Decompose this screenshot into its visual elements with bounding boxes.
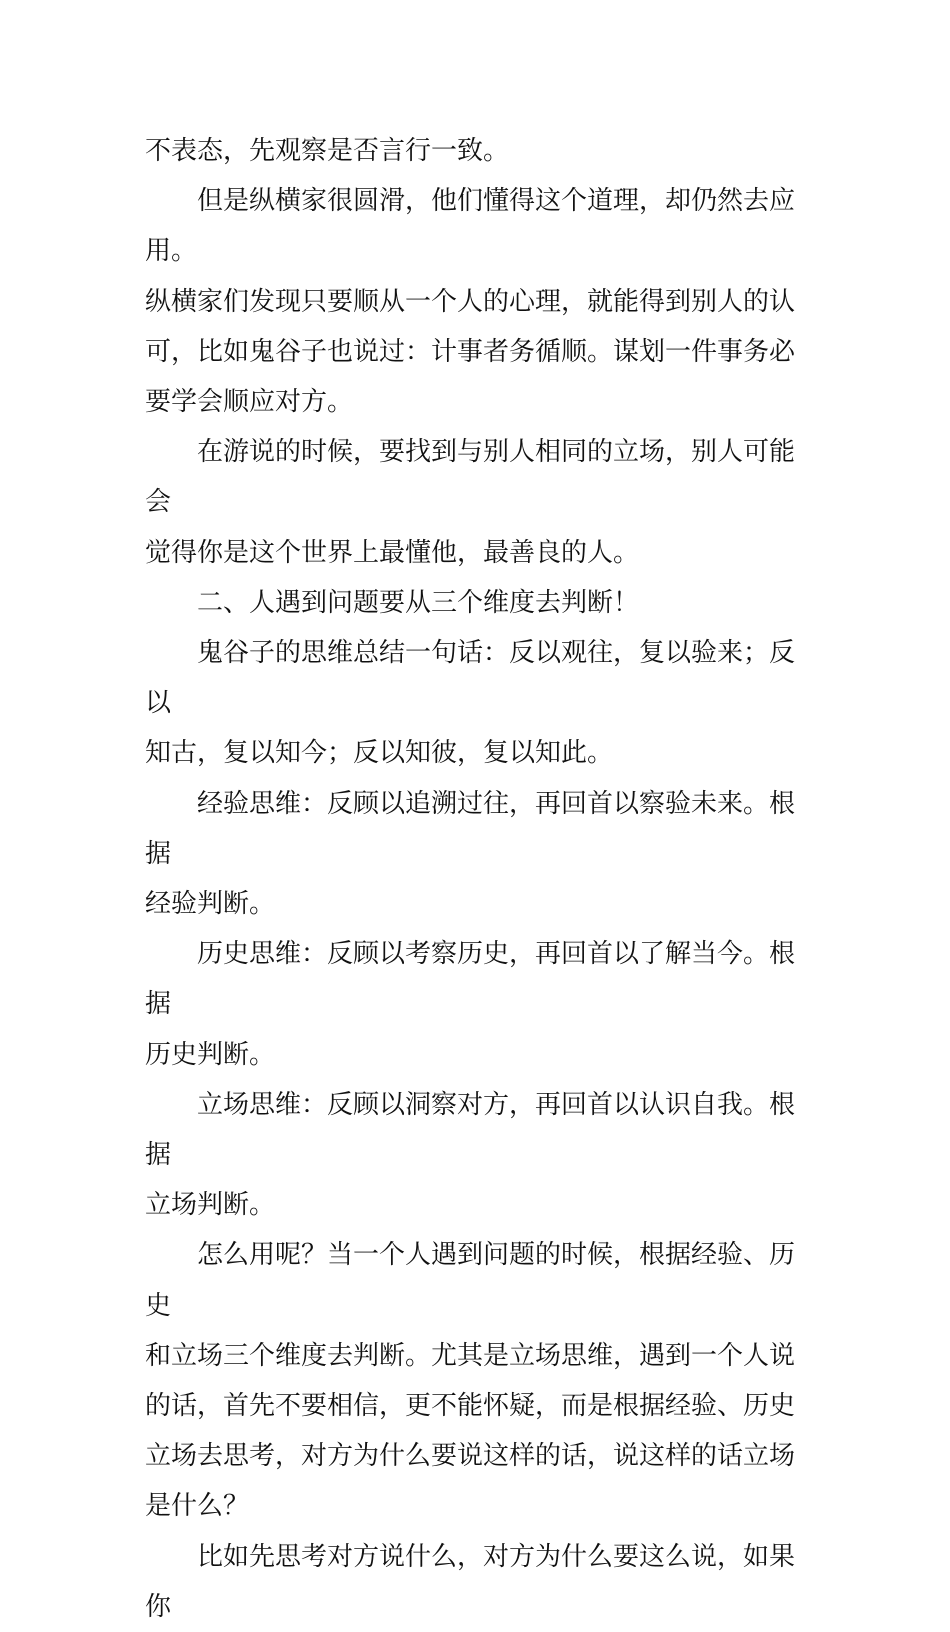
paragraph: 但是纵横家很圆滑，他们懂得这个道理，却仍然去应用。 纵横家们发现只要顺从一个人的心理，就能得到别人的认 可，比如鬼谷子也说过：计事者务循顺。谋划一件事务必 要学会顺应对方。 <box>145 186 796 418</box>
paragraph: 经验思维：反顾以追溯过往，再回首以察验未来。根据 经验判断。 <box>145 788 796 920</box>
paragraph: 怎么用呢？当一个人遇到问题的时候，根据经验、历史 和立场三个维度去判断。尤其是立场思维，遇到一个人说 的话，首先不要相信，更不能怀疑，而是根据经验、历史 立场去思考，对方为什么要说这样的话，说这样的话立场 是什么？ <box>145 1240 796 1522</box>
paragraph: 历史思维：反顾以考察历史，再回首以了解当今。根据 历史判断。 <box>145 939 796 1070</box>
paragraph: 鬼谷子的思维总结一句话：反以观往，复以验来；反以 知古，复以知今；反以知彼，复以知此。 <box>145 638 796 769</box>
section-heading: 二、人遇到问题要从三个维度去判断！ <box>197 587 640 618</box>
paragraph: 比如先思考对方说什么，对方为什么要这么说，如果你 <box>145 1541 796 1622</box>
document-body <box>145 126 810 1632</box>
paragraph: 不表态，先观察是否言行一致。 <box>145 136 510 166</box>
paragraph: 在游说的时候，要找到与别人相同的立场，别人可能会 觉得你是这个世界上最懂他，最善良的人。 <box>145 437 796 568</box>
paragraph: 立场思维：反顾以洞察对方，再回首以认识自我。根据 立场判断。 <box>145 1089 796 1221</box>
